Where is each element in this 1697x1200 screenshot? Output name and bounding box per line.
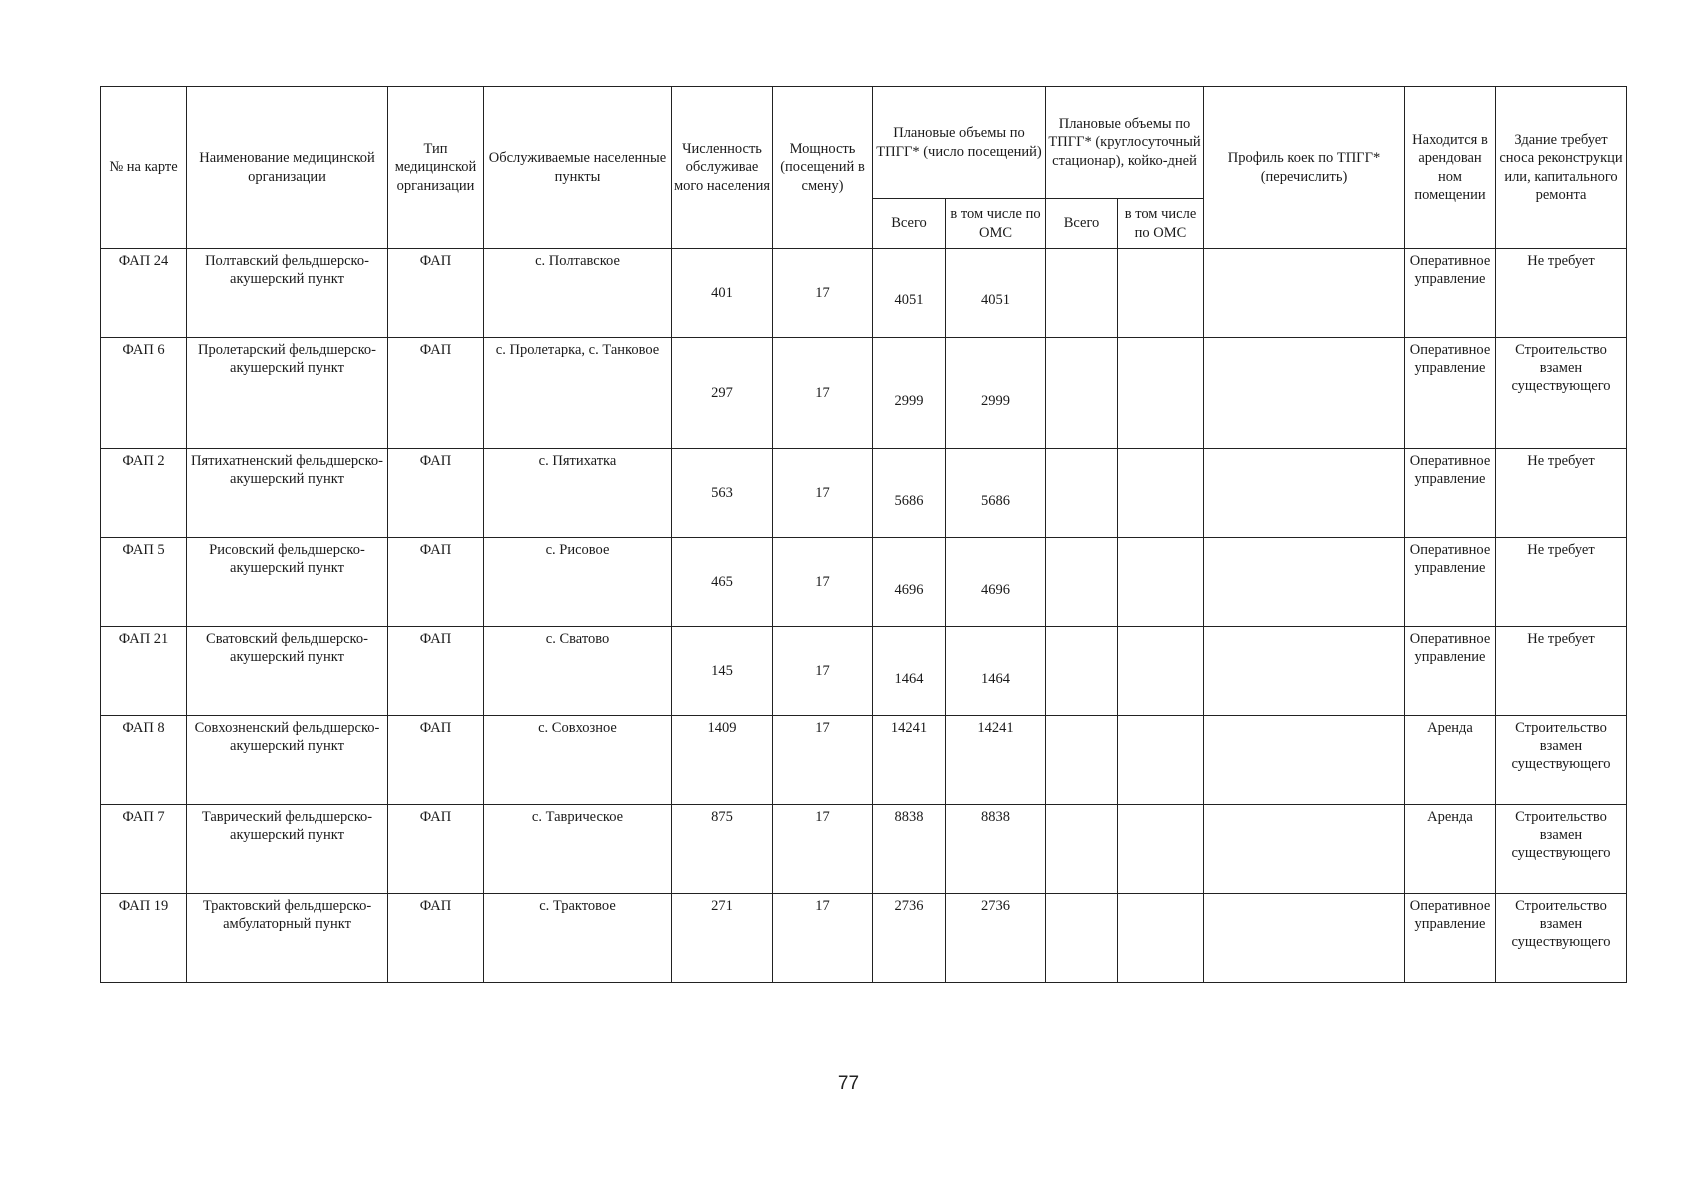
cell-beds-profile	[1204, 805, 1405, 894]
cell-population: 563	[672, 449, 773, 538]
cell-building-condition: Строительство взамен существующего	[1496, 716, 1627, 805]
header-rented-premises: Находится в арендован ном помещении	[1405, 87, 1496, 249]
cell-beds-profile	[1204, 337, 1405, 448]
cell-building-condition: Строительство взамен существующего	[1496, 894, 1627, 983]
cell-organization-type: ФАП	[388, 249, 484, 338]
cell-capacity: 17	[773, 249, 873, 338]
header-organization-type: Тип медицинской организации	[388, 87, 484, 249]
cell-inpatient-oms	[1118, 449, 1204, 538]
cell-building-condition: Строительство взамен существующего	[1496, 805, 1627, 894]
cell-inpatient-oms	[1118, 538, 1204, 627]
cell-organization-type: ФАП	[388, 627, 484, 716]
cell-capacity: 17	[773, 538, 873, 627]
cell-population: 875	[672, 805, 773, 894]
cell-organization-type: ФАП	[388, 894, 484, 983]
cell-beds-profile	[1204, 538, 1405, 627]
cell-capacity: 17	[773, 449, 873, 538]
cell-visits-total: 4051	[873, 249, 946, 338]
header-visits-oms: в том числе по ОМС	[946, 199, 1046, 249]
cell-visits-total: 2999	[873, 337, 946, 448]
cell-visits-oms: 14241	[946, 716, 1046, 805]
cell-map-number: ФАП 7	[101, 805, 187, 894]
cell-visits-oms: 8838	[946, 805, 1046, 894]
cell-visits-total: 1464	[873, 627, 946, 716]
cell-inpatient-total	[1046, 337, 1118, 448]
cell-inpatient-total	[1046, 894, 1118, 983]
cell-visits-total: 8838	[873, 805, 946, 894]
cell-visits-oms: 1464	[946, 627, 1046, 716]
cell-capacity: 17	[773, 894, 873, 983]
cell-premises: Оперативное управление	[1405, 249, 1496, 338]
cell-premises: Оперативное управление	[1405, 337, 1496, 448]
table-row	[101, 249, 1627, 338]
cell-visits-oms: 5686	[946, 449, 1046, 538]
cell-organization-type: ФАП	[388, 805, 484, 894]
cell-settlements: с. Пятихатка	[484, 449, 672, 538]
cell-capacity: 17	[773, 337, 873, 448]
cell-capacity: 17	[773, 805, 873, 894]
cell-inpatient-total	[1046, 538, 1118, 627]
cell-organization-name: Совхозненский фельдшерско-акушерский пункт	[187, 716, 388, 805]
cell-settlements: с. Таврическое	[484, 805, 672, 894]
cell-premises: Оперативное управление	[1405, 449, 1496, 538]
cell-map-number: ФАП 8	[101, 716, 187, 805]
cell-organization-type: ФАП	[388, 337, 484, 448]
cell-inpatient-total	[1046, 249, 1118, 338]
cell-visits-total: 4696	[873, 538, 946, 627]
cell-visits-oms: 2736	[946, 894, 1046, 983]
header-inpatient-total: Всего	[1046, 199, 1118, 249]
cell-inpatient-oms	[1118, 627, 1204, 716]
cell-map-number: ФАП 5	[101, 538, 187, 627]
cell-population: 145	[672, 627, 773, 716]
cell-organization-name: Пролетарский фельдшерско-акушерский пункт	[187, 337, 388, 448]
cell-organization-name: Полтавский фельдшерско-акушерский пункт	[187, 249, 388, 338]
cell-settlements: с. Пролетарка, с. Танковое	[484, 337, 672, 448]
cell-inpatient-oms	[1118, 894, 1204, 983]
cell-inpatient-total	[1046, 716, 1118, 805]
cell-visits-total: 2736	[873, 894, 946, 983]
table-row	[101, 337, 1627, 448]
cell-inpatient-total	[1046, 627, 1118, 716]
cell-inpatient-oms	[1118, 716, 1204, 805]
header-visits-total: Всего	[873, 199, 946, 249]
table-row	[101, 716, 1627, 805]
cell-beds-profile	[1204, 716, 1405, 805]
cell-map-number: ФАП 21	[101, 627, 187, 716]
cell-inpatient-oms	[1118, 805, 1204, 894]
table-row	[101, 627, 1627, 716]
header-capacity: Мощность (посещений в смену)	[773, 87, 873, 249]
cell-settlements: с. Трактовое	[484, 894, 672, 983]
cell-beds-profile	[1204, 249, 1405, 338]
header-inpatient-oms: в том числе по ОМС	[1118, 199, 1204, 249]
cell-premises: Аренда	[1405, 805, 1496, 894]
header-row	[101, 87, 1627, 199]
header-population: Численность обслуживае мого населения	[672, 87, 773, 249]
cell-settlements: с. Рисовое	[484, 538, 672, 627]
cell-organization-name: Сватовский фельдшерско-акушерский пункт	[187, 627, 388, 716]
cell-population: 465	[672, 538, 773, 627]
cell-organization-name: Рисовский фельдшерско-акушерский пункт	[187, 538, 388, 627]
cell-settlements: с. Полтавское	[484, 249, 672, 338]
cell-premises: Оперативное управление	[1405, 894, 1496, 983]
table-row	[101, 449, 1627, 538]
header-beds-profile: Профиль коек по ТПГГ* (перечислить)	[1204, 87, 1405, 249]
cell-population: 1409	[672, 716, 773, 805]
cell-building-condition: Не требует	[1496, 249, 1627, 338]
cell-map-number: ФАП 24	[101, 249, 187, 338]
cell-map-number: ФАП 19	[101, 894, 187, 983]
cell-beds-profile	[1204, 449, 1405, 538]
cell-capacity: 17	[773, 627, 873, 716]
cell-organization-type: ФАП	[388, 716, 484, 805]
cell-inpatient-oms	[1118, 337, 1204, 448]
header-building-condition: Здание требует сноса реконструкци или, капитального ремонта	[1496, 87, 1627, 249]
cell-visits-oms: 2999	[946, 337, 1046, 448]
cell-capacity: 17	[773, 716, 873, 805]
header-settlements: Обслуживаемые населенные пункты	[484, 87, 672, 249]
cell-population: 271	[672, 894, 773, 983]
page-number: 77	[837, 1073, 860, 1094]
table-row	[101, 805, 1627, 894]
cell-building-condition: Не требует	[1496, 449, 1627, 538]
header-map-number: № на карте	[101, 87, 187, 249]
cell-visits-total: 14241	[873, 716, 946, 805]
cell-building-condition: Строительство взамен существующего	[1496, 337, 1627, 448]
cell-beds-profile	[1204, 894, 1405, 983]
cell-visits-total: 5686	[873, 449, 946, 538]
cell-map-number: ФАП 6	[101, 337, 187, 448]
cell-organization-name: Таврический фельдшерско-акушерский пункт	[187, 805, 388, 894]
header-organization-name: Наименование медицинской организации	[187, 87, 388, 249]
cell-inpatient-oms	[1118, 249, 1204, 338]
cell-building-condition: Не требует	[1496, 538, 1627, 627]
table-row	[101, 538, 1627, 627]
cell-map-number: ФАП 2	[101, 449, 187, 538]
cell-premises: Аренда	[1405, 716, 1496, 805]
cell-inpatient-total	[1046, 805, 1118, 894]
cell-organization-name: Пятихатненский фельдшерско-акушерский пункт	[187, 449, 388, 538]
cell-organization-type: ФАП	[388, 449, 484, 538]
cell-organization-name: Трактовский фельдшерско-амбулаторный пункт	[187, 894, 388, 983]
header-planned-inpatient: Плановые объемы по ТПГГ* (круглосуточный стационар), койко-дней	[1046, 87, 1204, 199]
cell-population: 401	[672, 249, 773, 338]
cell-population: 297	[672, 337, 773, 448]
cell-settlements: с. Сватово	[484, 627, 672, 716]
header-planned-visits: Плановые объемы по ТПГГ* (число посещений)	[873, 87, 1046, 199]
cell-inpatient-total	[1046, 449, 1118, 538]
cell-visits-oms: 4051	[946, 249, 1046, 338]
cell-settlements: с. Совхозное	[484, 716, 672, 805]
cell-premises: Оперативное управление	[1405, 627, 1496, 716]
cell-visits-oms: 4696	[946, 538, 1046, 627]
cell-premises: Оперативное управление	[1405, 538, 1496, 627]
cell-beds-profile	[1204, 627, 1405, 716]
table-row	[101, 894, 1627, 983]
medical-organizations-table	[100, 86, 1627, 983]
cell-organization-type: ФАП	[388, 538, 484, 627]
cell-building-condition: Не требует	[1496, 627, 1627, 716]
